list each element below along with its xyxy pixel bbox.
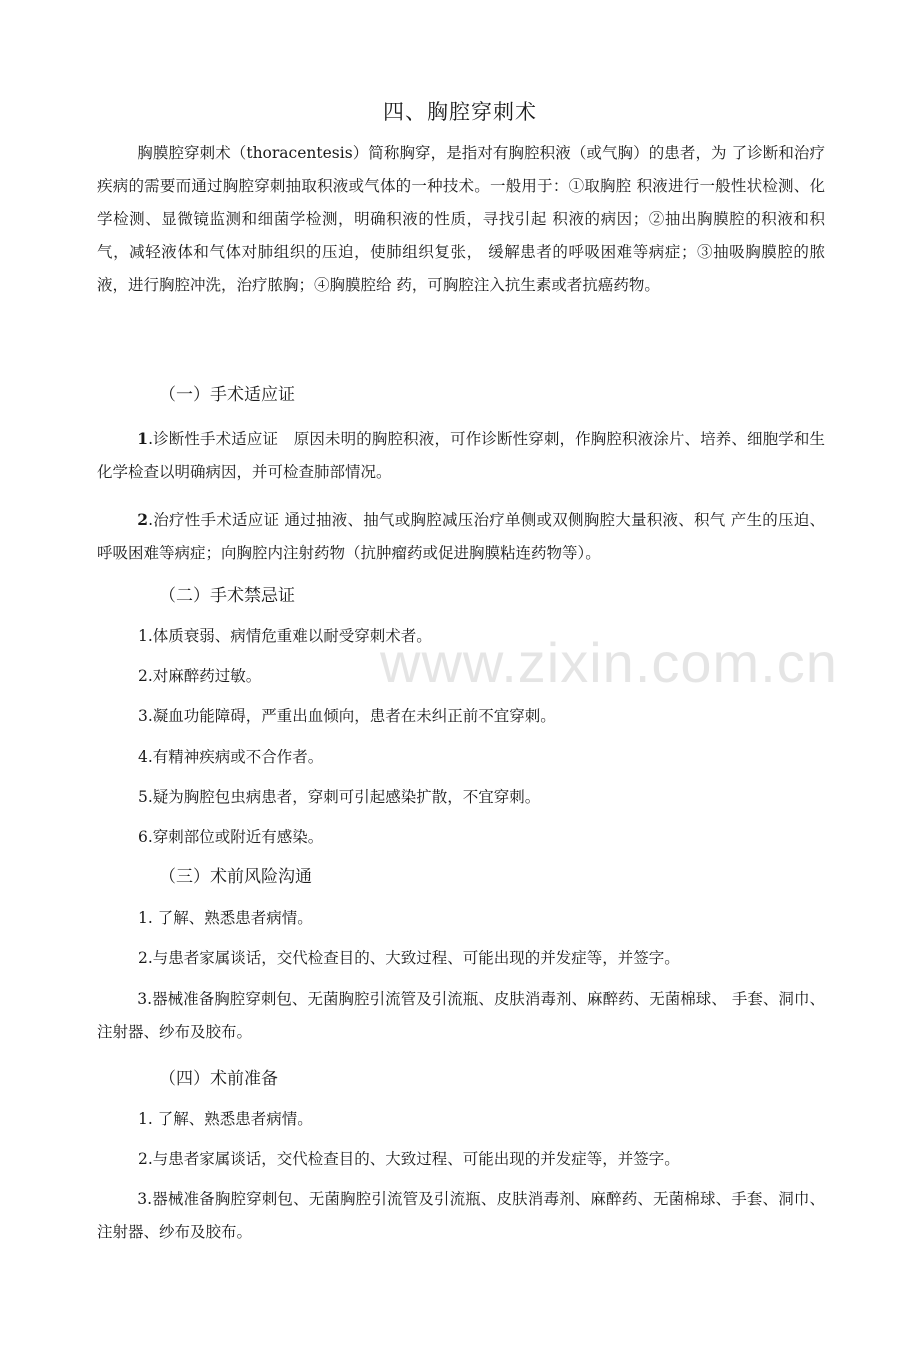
indication-item-1 [97,422,825,489]
risk-item-3: 3.器械准备胸腔穿刺包、无菌胸腔引流管及引流瓶、皮肤消毒剂、麻醉药、无菌棉球、 手套、洞巾、注射器、纱布及胶布。 [97,990,825,1041]
page-title: 四、胸腔穿刺术 [383,100,537,124]
item-text: .诊断性手术适应证 原因未明的胸腔积液，可作诊断性穿刺，作胸腔积液涂片、培养、细胞学和生化学检查以明确病因，并可检查肺部情况。 [97,430,825,481]
contraindication-item-4: 4.有精神疾病或不合作者。 [138,748,324,766]
item-number: 2 [137,510,149,529]
contraindication-item-3: 3.凝血功能障碍，严重出血倾向，患者在未纠正前不宜穿刺。 [138,707,556,725]
section-heading-indications: （一）手术适应证 [159,385,295,405]
section-heading-preparation: （四）术前准备 [159,1069,278,1089]
risk-item-2: 2.与患者家属谈话，交代检查目的、大致过程、可能出现的并发症等，并签字。 [138,949,680,967]
contraindication-item-1: 1.体质衰弱、病情危重难以耐受穿刺术者。 [138,627,432,645]
preparation-item-2: 2.与患者家属谈话，交代检查目的、大致过程、可能出现的并发症等，并签字。 [138,1150,680,1168]
contraindication-item-2: 2.对麻醉药过敏。 [138,667,262,685]
item-text: .治疗性手术适应证 通过抽液、抽气或胸腔减压治疗单侧或双侧胸腔大量积液、积气 产生的压迫、呼吸困难等病症；向胸腔内注射药物（抗肿瘤药或促进胸膜粘连药物等）。 [97,511,825,562]
watermark: www.zixin.com.cn [380,631,838,694]
intro-paragraph: 胸膜腔穿刺术（thoracentesis）简称胸穿，是指对有胸腔积液（或气胸）的患者，为 了诊断和治疗疾病的需要而通过胸腔穿刺抽取积液或气体的一种技术。一般用于：①取胸腔 积液进行一般性状检测、化学检测、显微镜监测和细菌学检测，明确积液的性质，寻找引起 积液的病因；②抽出胸膜腔的积液和积气，减轻液体和气体对肺组织的压迫，使肺组织复张， 缓解患者的呼吸困难等病症；③抽吸胸膜腔的脓液，进行胸腔冲洗，治疗脓胸；④胸膜腔给 药，可胸腔注入抗生素或者抗癌药物。 [97,144,825,294]
indication-item-2 [97,503,825,570]
section-heading-risk-communication: （三）术前风险沟通 [159,867,312,887]
preparation-item-3: 3.器械准备胸腔穿刺包、无菌胸腔引流管及引流瓶、皮肤消毒剂、麻醉药、无菌棉球、手套、洞巾、注射器、纱布及胶布。 [97,1190,825,1241]
item-number: 1 [137,429,149,448]
contraindication-item-6: 6.穿刺部位或附近有感染。 [138,828,324,846]
preparation-item-1: 1. 了解、熟悉患者病情。 [138,1110,313,1128]
contraindication-item-5: 5.疑为胸腔包虫病患者，穿刺可引起感染扩散，不宜穿刺。 [138,788,541,806]
section-heading-contraindications: （二）手术禁忌证 [159,586,295,606]
risk-item-1: 1. 了解、熟悉患者病情。 [138,909,313,927]
